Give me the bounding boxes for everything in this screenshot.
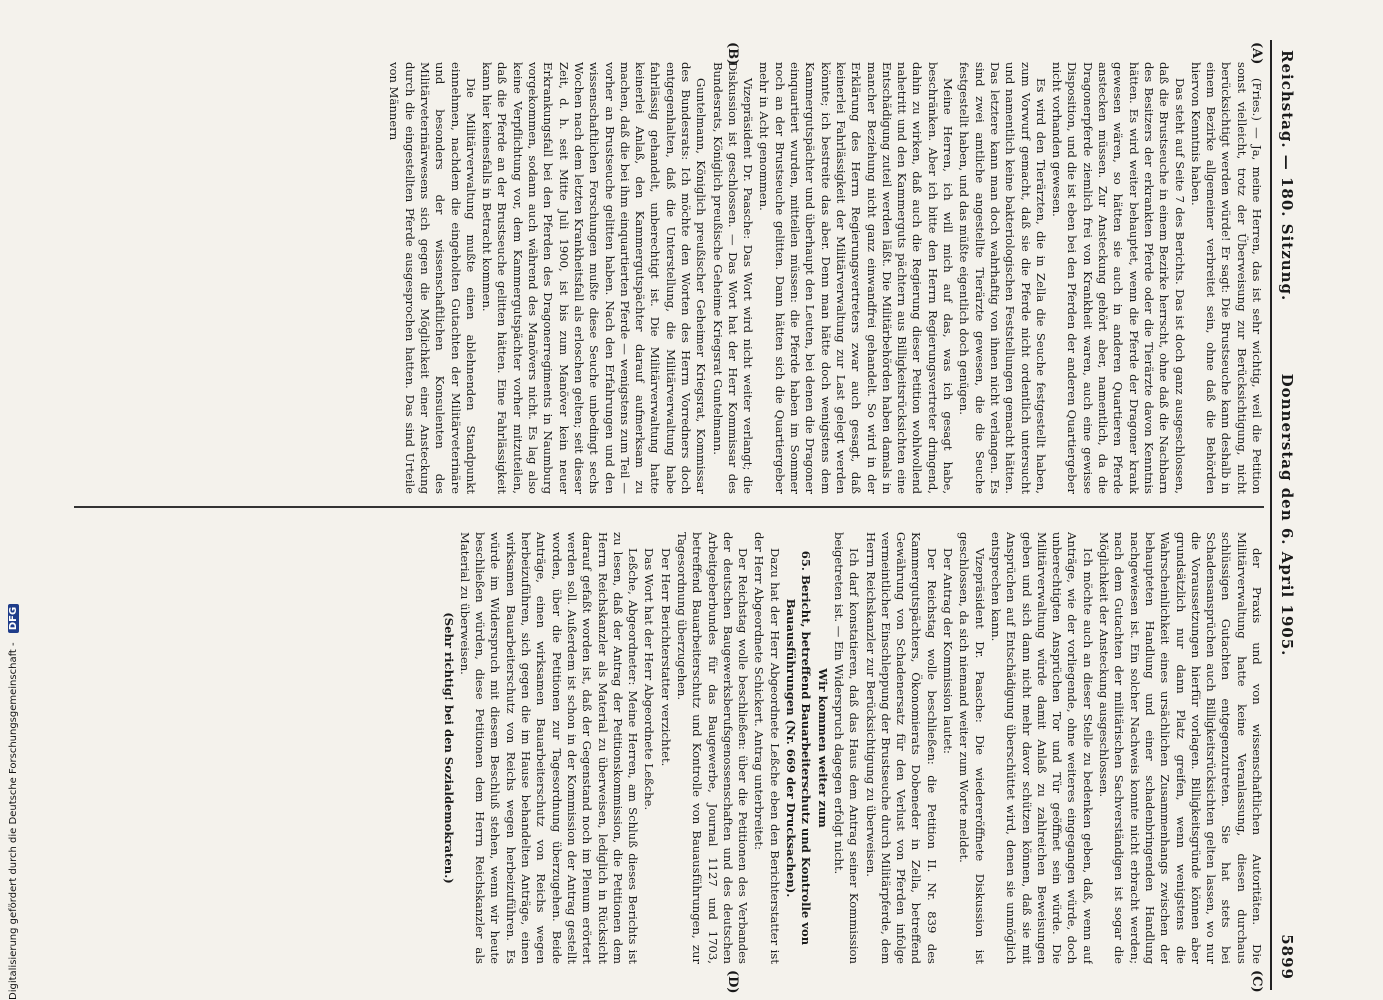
column-divider <box>74 506 1264 508</box>
margin-mark-c: (C) <box>1249 970 1264 993</box>
right-column <box>74 532 1264 964</box>
paragraph: Meine Herren, ich will mich auf das, was ich gesagt habe, beschränken. Aber ich bitte den Herrn Regierungsvertreter dringend, dahin zu wirken, daß auch die Regierung dieser Petition wohlwollend nahetritt und den Kammerguts pächtern aus Billigkeitsrücksichten eine Entschädigung zuteil werden läßt. Die Militärbehörden haben damals in mancher Beziehung nicht ganz einwandfrei gehandelt. So wird in der Erklärung des Herrn Regierungsvertreters zwar auch gesagt, daß keinerlei Fahrlässigkeit der Militärverwaltung zur Last gelegt werden könnte; ich bestreite das aber. Denn man hätte doch wenigstens dem Kammergutspächter und überhaupt den Leuten, bei denen die Dragoner einquartiert wurden, mitteilen müssen: die Pferde haben im Sommer noch an der Brustseuche gelitten. Dann hätten sich die Quartiergeber mehr in Acht genommen. <box>757 62 956 494</box>
paragraph: Der Reichstag wolle beschließen: die Petition II. Nr. 839 des Kammergutspächters, Ökonomierats Dobeneder in Zella, betreffend Gewährung von Schadenersatz für den Verlust von Pferden infolge vermeintlicher Einschleppung der Brustseuche durch Militärpferde, dem Herrn Reichskanzler zur Berücksichtigung zu überweisen. <box>863 532 939 964</box>
margin-mark-d: (D) <box>725 970 740 994</box>
paragraph: der Praxis und von wissenschaftlichen Autoritäten. Die Militärverwaltung hatte keine Veranlassung, diesen durchaus schlüssigen Gutachten entgegenzutreten. Sie hat stets bei Schadensansprüchen auch Billigkeitsrücksichten gelten lassen, wo nur die Voraussetzungen hierfür vorlagen. Billigkeitsgründe können aber grundsätzlich nur dann Platz greifen, wenn wenigstens die Wahrscheinlichkeit eines ursächlichen Zusammenhangs zwischen der behaupteten Handlung und einer schadenbringenden Handlung nachgewiesen ist. Ein solcher Nachweis konnte nicht erbracht werden; nach dem Gutachten der militärischen Sachverständigen ist sogar die Möglichkeit der Ansteckung ausgeschlossen. <box>1097 532 1264 964</box>
left-column <box>74 62 1264 494</box>
margin-mark-a: (A) <box>1249 42 1264 65</box>
paragraph: Dazu hat der Herr Abgeordnete Leßche eben den Berichterstatter ist der Herr Abgeordnete Schickert. Antrag unterbreitet: <box>752 532 782 964</box>
margin-mark-b: (B) <box>725 42 740 66</box>
rotated-page-scan <box>60 40 1300 994</box>
paragraph: Der Reichstag wolle beschließen: über die Petitionen des Verbandes der deutschen Baugewerksberufsgenossenschaften und des deutschen Arbeitgeberbundes für das Baugewerbe, Journal 1127 und 1703, betreffend Bauarbeiterschutz und Kontrolle von Bauausführungen, zur Tagesordnung überzugehen. <box>675 532 751 964</box>
paragraph: Guntelmann, Königlich preußischer Geheimer Kriegsrat, Kommissar des Bundesrats: Ich möchte den Worten des Herrn Vorredners doch entgegenhalten, daß die Unterstellung, die Militärverwaltung habe fahrlässig gehandelt, unberechtigt ist. Die Militärverwaltung hatte keinerlei Anlaß, den Kammergutspächter darauf aufmerksam zu machen, daß die bei ihm einquartierten Pferde — wenigstens zum Teil — vorher an Brustseuche gelitten haben. Nach den Erfahrungen und den wissenschaftlichen Forschungen mußte diese Seuche unbedingt sechs Wochen nach dem letzten Krankheitsfall als erloschen gelten; seit dieser Zeit, d. h. seit Mitte Juli 1900, ist bis zum Manöver kein neuer Erkrankungsfall bei den Pferden des Dragonerregiments in Naumburg vorgekommen, sodann auch während des Manövers nicht. Es lag also keine Verpflichtung vor, dem Kammergutspächter vorher mitzuteilen, daß die Pferde an der Brustseuche gelitten hätten. Eine Fahrlässigkeit kann hier keinesfalls in Betracht kommen. <box>480 62 709 494</box>
paragraph: Das steht auf Seite 7 des Berichts. Das ist doch ganz ausgeschlossen, daß die Brustseuche in einem Bezirke herrscht, ohne daß die Nachbarn des Besitzers der erkrankten Pferde oder die Tierärzte davon Kenntnis hätten. Es wird weiter behauptet, wenn die Pferde der Dragoner krank gewesen wären, so hätten sie auch in anderen Quartieren Pferde anstecken müssen. Zur Ansteckung gehört aber, namentlich, da die Dragonerpferde ziemlich frei von Krankheit waren, auch eine gewisse Disposition, und die ist eben bei den Pferden der anderen Quartiergeber nicht vorhanden gewesen. <box>1050 62 1187 494</box>
page-header <box>1270 40 1300 990</box>
applause-note: (Sehr richtig! bei den Sozialdemokraten.) <box>441 612 456 884</box>
header-left: Reichstag. — 180. Sitzung. <box>1278 50 1296 302</box>
paragraph: Vizepräsident Dr. Paasche: Das Wort wird nicht weiter verlangt; die Diskussion ist geschlossen. — Das Wort hat der Herr Kommissar des Bundesrats, Königlich preußische Geheime Kriegsrat Guntelmann. <box>710 62 756 494</box>
header-date: Donnerstag den 6. April 1905. <box>1278 373 1296 657</box>
paragraph: Ich darf konstatieren, daß das Haus dem Antrag seiner Kommission beigetreten ist. — Ein Widerspruch dagegen erfolgt nicht. <box>831 532 862 964</box>
paragraph: Vizepräsident Dr. Paasche: Die wiedereröffnete Diskussion ist geschlossen, da sich niemand weiter zum Worte meldet. <box>957 532 987 964</box>
paragraph: Die Militärverwaltung mußte einen ablehnenden Standpunkt einnehmen, nachdem die eingeholten Gutachten der Militärveterinäre und besonders der wissenschaftlichen Konsulenten des Militärveterinärwesens sich gegen die Möglichkeit einer Ansteckung durch die eingestellten Pferde ausgesprochen hatten. Das sind Urteile von Männern <box>387 62 478 494</box>
page-number: 5899 <box>1278 934 1296 980</box>
digitization-footer <box>8 0 24 1000</box>
section-title: 65. Bericht, betreffend Bauarbeiterschutz und Kontrolle von Bauausführungen (Nr. 669 der Drucksachen). <box>784 550 814 946</box>
paragraph: Der Antrag der Kommission lautet: <box>941 548 956 754</box>
paragraph: Das Wort hat der Herr Abgeordnete Leßche. <box>642 548 657 811</box>
paragraph: Der Herr Berichterstatter verzichtet. <box>658 548 673 767</box>
paragraph: Es wird den Tierärzten, die in Zella die Seuche festgestellt haben, zum Vorwurf gemacht, daß sie die Pferde nicht ordentlich untersucht und namentlich keine bakteriologischen Feststellungen gemacht hätten. Das letztere kann man doch wahrhaftig von ihnen nicht verlangen. Es sind zwei amtliche angestellte Tierärzte gewesen, die die Seuche festgestellt haben, und das müßte eigentlich doch genügen. <box>957 62 1048 494</box>
footer-text: Digitalisierung gefördert durch die Deutsche Forschungsgemeinschaft - <box>8 642 19 1000</box>
paragraph: Ich möchte auch an dieser Stelle zu bedenken geben, daß, wenn auf Anträge, wie der vorliegende, ohne weiteres eingegangen würde, doch unberechtigten Ansprüchen Tor und Tür geöffnet sein würde. Die Militärverwaltung würde damit Anlaß zu zahlreichen Beweisungen geben und sich dann nicht mehr davor schützen können, daß sie mit Ansprüchen auf Entschädigung überschüttet wird, denen sie unmöglich entsprechen kann. <box>988 532 1095 964</box>
paragraph: Leßche, Abgeordneter: Meine Herren, am Schluß dieses Berichts ist zu lesen, daß der Antrag der Petitionskommission, die Petitionen dem Herrn Reichskanzler als Material zu überweisen, lediglich in Rücksicht darauf gefaßt worden ist, daß der Gegenstand noch im Plenum erörtert werden soll. Außerdem ist schon in der Kommission der Antrag gestellt worden, über die Petitionen zur Tagesordnung überzugehen. Beide Anträge, einen wirksamen Bauarbeiterschutz von Reichs wegen herbeizuführen, sich gegen die im Hause behandelten Anträge, einen wirksamen Bauarbeiterschutz von Reichs wegen herbeizuführen. Es würde im Widerspruch mit diesem Beschluß stehen, wenn wir heute beschließen würden, diese Petitionen dem Herrn Reichskanzler als Material zu überweisen. <box>457 532 641 964</box>
section-heading: Wir kommen weiter zum <box>815 668 830 828</box>
dfg-logo: DFG <box>8 604 19 633</box>
paragraph: (Fries.) — Ja, meine Herren, das ist sehr wichtig, weil die Petition sonst vielleicht, trotz der Überweisung zur Berücksichtigung, nicht berücksichtigt werden würde! Er sagt: Die Brustseuche kann deshalb in einem Bezirke allgemeiner verbreitet sein, ohne daß die Behörden hiervon Kenntnis haben. <box>1188 62 1264 494</box>
